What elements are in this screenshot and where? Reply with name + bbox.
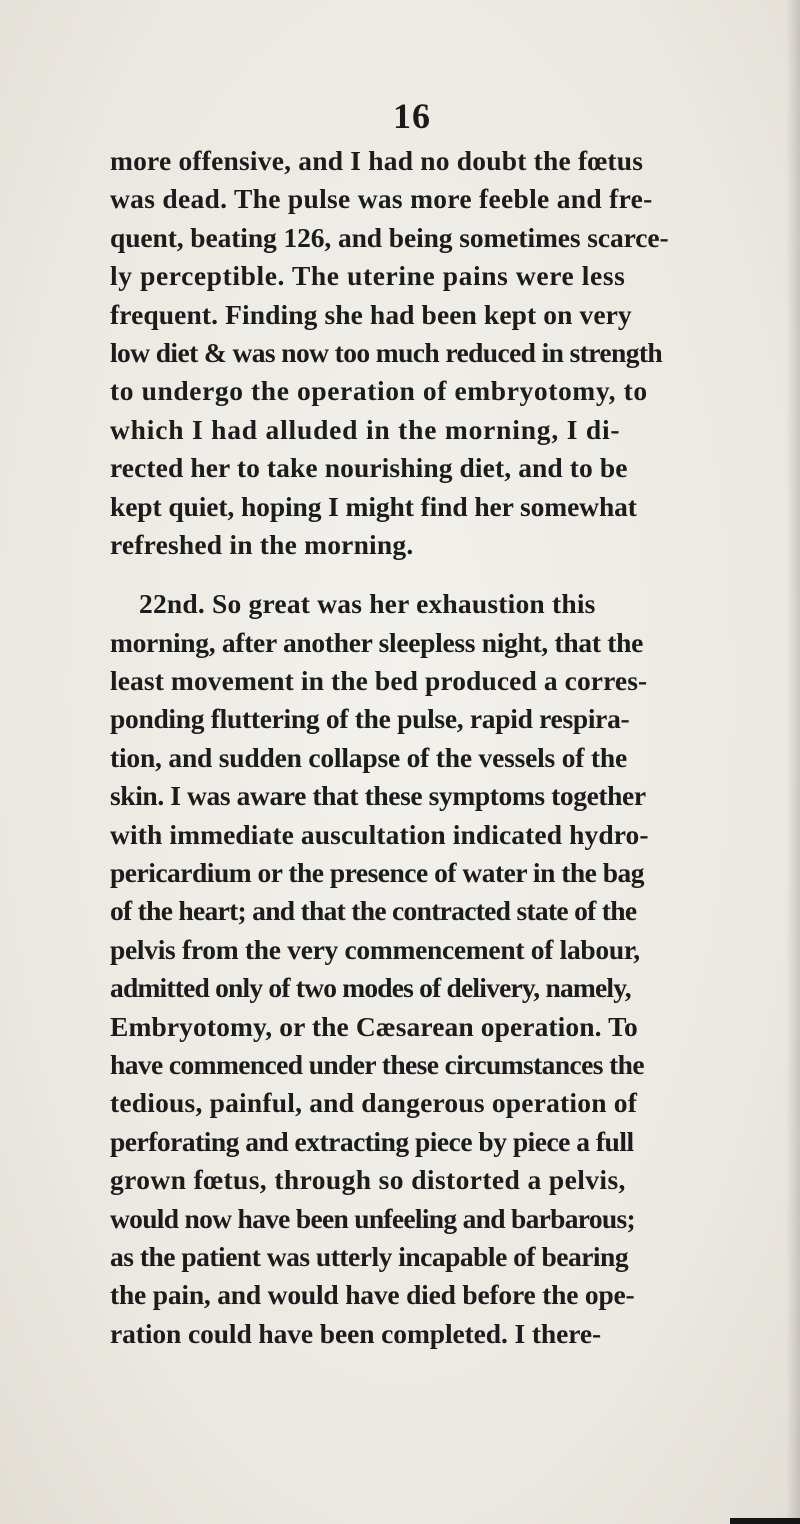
text-line: to undergo the operation of embryotomy, to: [110, 375, 648, 407]
text-line: with immediate auscultation indicated hydro-: [110, 818, 649, 850]
body-text: [110, 142, 796, 1353]
text-line: rected her to take nourishing diet, and to be: [110, 452, 628, 484]
text-line: refreshed in the morning.: [110, 528, 414, 560]
text-line: tion, and sudden collapse of the vessels of the: [110, 741, 627, 773]
text-line: the pain, and would have died before the ope-: [110, 1279, 635, 1311]
paragraph-1: [110, 142, 796, 564]
paragraph-spacing: [110, 564, 796, 585]
text-line: skin. I was aware that these symptoms together: [110, 780, 646, 812]
text-line: Embryotomy, or the Cæsarean operation. To: [110, 1010, 638, 1042]
text-line: have commenced under these circumstances the: [110, 1048, 644, 1080]
text-line: admitted only of two modes of delivery, namely,: [110, 972, 631, 1004]
text-line: pericardium or the presence of water in the bag: [110, 857, 645, 889]
text-line: kept quiet, hoping I might find her somewhat: [110, 490, 637, 522]
text-line: least movement in the bed produced a corres-: [110, 665, 648, 697]
text-line: tedious, painful, and dangerous operation of: [110, 1087, 638, 1119]
text-line: ly perceptible. The uterine pains were less: [110, 260, 626, 292]
text-line: morning, after another sleepless night, that the: [110, 626, 644, 658]
text-line: ponding fluttering of the pulse, rapid respira-: [110, 703, 630, 735]
text-line: would now have been unfeeling and barbarous;: [110, 1202, 635, 1234]
scan-edge-mark: [730, 1518, 800, 1524]
text-line: low diet & was now too much reduced in strength: [110, 336, 663, 368]
text-line: quent, beating 126, and being sometimes scarce-: [110, 221, 669, 253]
text-line: pelvis from the very commencement of labour,: [110, 933, 640, 965]
text-line: 22nd. So great was her exhaustion this: [139, 588, 596, 620]
text-line: was dead. The pulse was more feeble and fre-: [110, 183, 653, 215]
text-line: of the heart; and that the contracted state of the: [110, 895, 637, 927]
text-line: grown fœtus, through so distorted a pelvis,: [110, 1164, 626, 1196]
text-line: as the patient was utterly incapable of bearing: [110, 1240, 629, 1272]
text-line: frequent. Finding she had been kept on very: [110, 298, 632, 330]
text-line: perforating and extracting piece by piece a full: [110, 1125, 634, 1157]
page-number: 16: [393, 96, 431, 136]
text-line: which I had alluded in the morning, I di-: [110, 413, 621, 445]
text-line: ration could have been completed. I there-: [110, 1317, 602, 1349]
paragraph-2: [110, 585, 796, 1353]
text-line: more offensive, and I had no doubt the fœtus: [110, 145, 644, 176]
